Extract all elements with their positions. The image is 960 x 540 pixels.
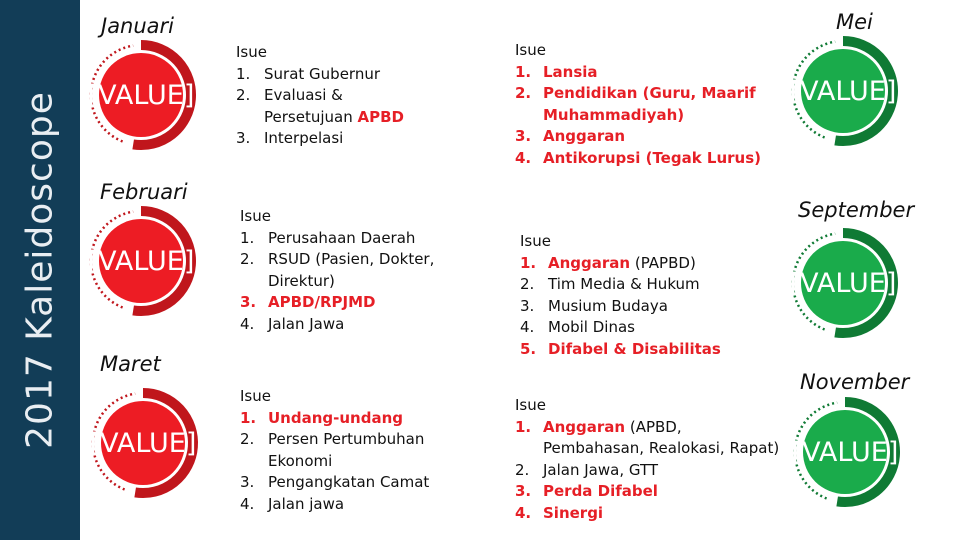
donut-februari	[76, 196, 206, 326]
list-item: 4. Jalan Jawa	[240, 314, 345, 333]
issue-heading: Isue	[520, 232, 551, 250]
donut-januari	[76, 30, 206, 160]
month-label-november: November	[800, 370, 910, 394]
donut-september-value: [VALUE]	[789, 267, 897, 299]
list-item: 1. Anggaran (APBD, Pembahasan, Realokasi, Rapat)	[515, 417, 780, 457]
donut-maret-value: [VALUE]	[89, 427, 197, 459]
list-item: 2. Jalan Jawa, GTT	[515, 460, 659, 479]
list-item: 2. Persen Pertumbuhan Ekonomi	[240, 430, 425, 470]
list-item: 4. Antikorupsi (Tegak Lurus)	[515, 148, 762, 167]
list-item: 3. Anggaran	[515, 127, 626, 145]
month-label-februari: Februari	[100, 180, 188, 204]
issue-heading: Isue	[240, 387, 271, 405]
donut-mei	[778, 26, 908, 156]
month-label-maret: Maret	[100, 352, 161, 376]
issue-list	[515, 417, 785, 525]
list-item: 4. Jalan jawa	[240, 494, 345, 513]
donut-november-value: [VALUE]	[791, 436, 899, 468]
issue-block-mei	[515, 40, 780, 169]
list-item: 4. Mobil Dinas	[520, 318, 635, 336]
list-item: 3. Musium Budaya	[520, 296, 668, 315]
month-label-mei: Mei	[836, 10, 873, 34]
donut-mei-value: [VALUE]	[789, 75, 897, 107]
donut-februari-value: [VALUE]	[87, 245, 195, 277]
list-item: 5. Difabel & Disabilitas	[520, 339, 721, 358]
issue-block-september	[520, 231, 760, 360]
donut-maret	[78, 378, 208, 508]
list-item: 2. Tim Media & Hukum	[520, 275, 700, 293]
donut-januari-value: [VALUE]	[87, 79, 195, 111]
month-label-september: September	[798, 198, 915, 222]
issue-block-november	[515, 395, 785, 524]
list-item: 1. Lansia	[515, 62, 598, 81]
issue-block-maret	[240, 386, 455, 515]
issue-heading: Isue	[236, 43, 267, 61]
issue-list	[520, 253, 760, 361]
issue-list	[515, 62, 780, 170]
list-item: 1. Perusahaan Daerah	[240, 228, 416, 247]
issue-heading: Isue	[240, 207, 271, 225]
issue-heading: Isue	[515, 41, 546, 59]
list-item: 2. Evaluasi & Persetujuan APBD	[236, 86, 404, 126]
list-item: 1. Undang-undang	[240, 408, 403, 427]
list-item: 3. APBD/RPJMD	[240, 293, 376, 311]
list-item: 3. Pengangkatan Camat	[240, 473, 430, 491]
list-item: 1. Anggaran (PAPBD)	[520, 253, 696, 272]
sidebar-title: 2017 Kaleidoscope	[19, 91, 61, 449]
month-label-januari: Januari	[101, 14, 175, 38]
list-item: 3. Interpelasi	[236, 129, 344, 147]
issue-block-januari	[236, 42, 426, 150]
issue-heading: Isue	[515, 396, 546, 414]
issue-list	[236, 64, 426, 150]
list-item: 1. Surat Gubernur	[236, 64, 381, 83]
issue-block-februari	[240, 206, 455, 335]
issue-list	[240, 228, 455, 336]
issue-list	[240, 408, 455, 516]
list-item: 4. Sinergi	[515, 503, 604, 522]
list-item: 2. RSUD (Pasien, Dokter, Direktur)	[240, 250, 435, 290]
list-item: 2. Pendidikan (Guru, Maarif Muhammadiyah)	[515, 84, 756, 124]
donut-september	[778, 218, 908, 348]
donut-november	[780, 387, 910, 517]
list-item: 3. Perda Difabel	[515, 482, 658, 500]
sidebar	[0, 0, 80, 540]
